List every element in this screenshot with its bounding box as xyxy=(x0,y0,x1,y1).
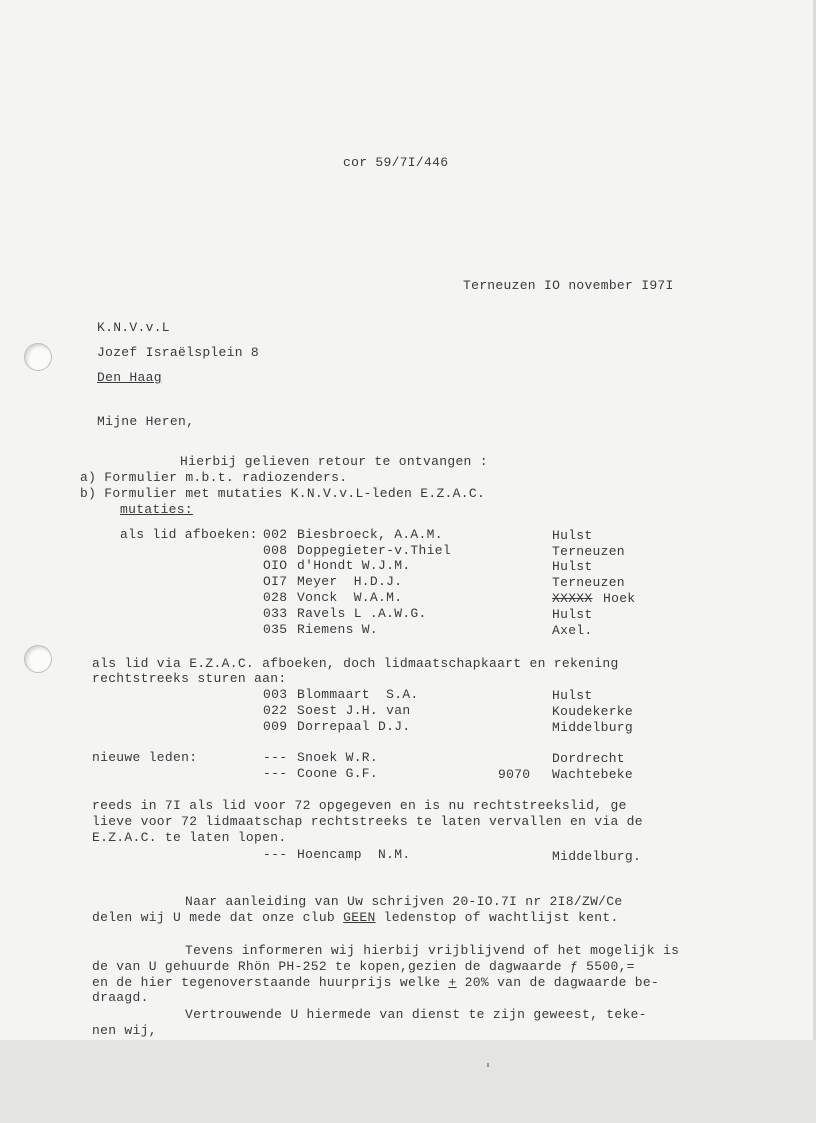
member-place: Wachtebeke xyxy=(552,767,634,782)
punch-hole-top xyxy=(24,343,52,371)
member-place: Hoek xyxy=(603,591,636,606)
para1-text: ledenstop of wachtlijst kent. xyxy=(375,910,619,925)
member-nr: OIO xyxy=(263,558,288,573)
reference-number: cor 59/7I/446 xyxy=(343,155,449,170)
section4-line-3: E.Z.A.C. te laten lopen. xyxy=(92,830,287,845)
member-place: Hulst xyxy=(552,607,593,622)
member-postcode: 9070 xyxy=(498,767,531,782)
member-nr: 003 xyxy=(263,687,288,702)
intro-item-a: a) Formulier m.b.t. radiozenders. xyxy=(80,470,348,485)
member-nr: 022 xyxy=(263,703,288,718)
salutation: Mijne Heren, xyxy=(97,414,195,429)
member-place: Axel. xyxy=(552,623,593,638)
section3-label: nieuwe leden: xyxy=(92,750,198,765)
para2-line-2: de van U gehuurde Rhön PH-252 te kopen,gezien de dagwaarde ƒ 5500,= xyxy=(92,959,635,974)
section1-label: als lid afboeken: xyxy=(120,527,258,542)
member-name: Snoek W.R. xyxy=(297,750,379,765)
intro-line: Hierbij gelieven retour te ontvangen : xyxy=(180,454,488,469)
member-nr: --- xyxy=(263,847,288,862)
member-place: Hulst xyxy=(552,559,593,574)
section4-line-1: reeds in 7I als lid voor 72 opgegeven en is nu rechtstreekslid, ge xyxy=(92,798,627,813)
member-place: Koudekerke xyxy=(552,704,634,719)
member-name: Vonck W.A.M. xyxy=(297,590,403,605)
member-name: Doppegieter-v.Thiel xyxy=(297,543,451,558)
member-place: Terneuzen xyxy=(552,575,625,590)
member-nr: 008 xyxy=(263,543,288,558)
speck xyxy=(487,1063,489,1067)
member-name: Soest J.H. van xyxy=(297,703,411,718)
member-name: Meyer H.D.J. xyxy=(297,574,403,589)
member-name: Blommaart S.A. xyxy=(297,687,419,702)
member-nr: 028 xyxy=(263,590,288,605)
section2-line-2: rechtstreeks sturen aan: xyxy=(92,671,287,686)
intro-item-b: b) Formulier met mutaties K.N.V.v.L-leden E.Z.A.C. xyxy=(80,486,486,501)
para3-line-1: Vertrouwende U hiermede van dienst te zijn geweest, teke- xyxy=(185,1007,647,1022)
member-nr: OI7 xyxy=(263,574,288,589)
address-line-2: Jozef Israëlsplein 8 xyxy=(97,345,260,360)
mutaties-heading: mutaties: xyxy=(120,502,193,517)
struck-text: XXXXX xyxy=(552,591,593,606)
member-name: Biesbroeck, A.A.M. xyxy=(297,527,443,542)
member-name: Riemens W. xyxy=(297,622,379,637)
member-place: Middelburg xyxy=(552,720,634,735)
member-nr: 002 xyxy=(263,527,288,542)
para3-line-2: nen wij, xyxy=(92,1023,157,1038)
address-line-1: K.N.V.v.L xyxy=(97,320,170,335)
emphasis-geen: GEEN xyxy=(343,910,376,925)
section2-line-1: als lid via E.Z.A.C. afboeken, doch lidmaatschapkaart en rekening xyxy=(92,656,619,671)
section4-line-2: lieve voor 72 lidmaatschap rechtstreeks te laten vervallen en via de xyxy=(92,814,643,829)
member-place: Middelburg. xyxy=(552,849,642,864)
member-nr: 033 xyxy=(263,606,288,621)
member-name: d'Hondt W.J.M. xyxy=(297,558,411,573)
member-nr: --- xyxy=(263,750,288,765)
member-name: Ravels L .A.W.G. xyxy=(297,606,427,621)
place-date: Terneuzen IO november I97I xyxy=(463,278,674,293)
para2-line-3 xyxy=(92,975,659,991)
member-name: Coone G.F. xyxy=(297,766,379,781)
para2-line-4: draagd. xyxy=(92,990,149,1005)
para2-text: en de hier tegenoverstaande huurprijs welke xyxy=(92,975,449,990)
member-place: Hulst xyxy=(552,528,593,543)
para2-text: 20% van de dagwaarde be- xyxy=(456,975,660,990)
member-nr: 009 xyxy=(263,719,288,734)
address-line-3: Den Haag xyxy=(97,370,162,385)
member-place: Terneuzen xyxy=(552,544,625,559)
member-nr: --- xyxy=(263,766,288,781)
punch-hole-bottom xyxy=(24,645,52,673)
para2-line-1: Tevens informeren wij hierbij vrijblijvend of het mogelijk is xyxy=(185,943,680,958)
member-nr: 035 xyxy=(263,622,288,637)
para1-line-1: Naar aanleiding van Uw schrijven 20-IO.7I nr 2I8/ZW/Ce xyxy=(185,894,623,909)
member-place: Dordrecht xyxy=(552,751,625,766)
para1-text: delen wij U mede dat onze club xyxy=(92,910,344,925)
para1-line-2 xyxy=(92,910,619,926)
member-name: Hoencamp N.M. xyxy=(297,847,411,862)
background-surface xyxy=(0,1040,816,1123)
member-place: Hulst xyxy=(552,688,593,703)
plus-minus-sign: + xyxy=(448,975,457,990)
member-name: Dorrepaal D.J. xyxy=(297,719,411,734)
